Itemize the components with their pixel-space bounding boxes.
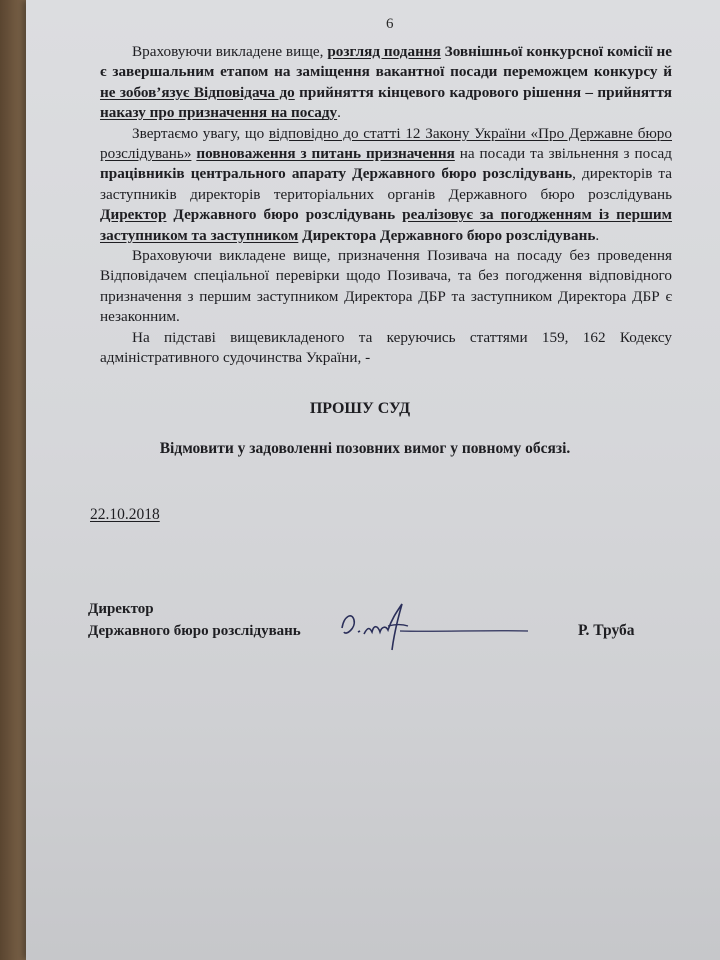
handwritten-signature	[336, 598, 536, 658]
text-run: відповідно до статті 12 Закону України «Про Державне бюро розслідувань»	[100, 124, 672, 163]
text-run: реалізовує за погодженням із першим заступником та заступником	[100, 206, 672, 244]
page-number: 6	[386, 16, 394, 32]
text-run: повноваження з питань призначення	[196, 145, 455, 163]
paragraph-3	[100, 246, 672, 328]
text-run: .	[595, 226, 600, 244]
text-run: наказу про призначення на посаду	[100, 104, 338, 122]
paragraph-4	[100, 328, 672, 369]
signatory-title	[88, 598, 301, 642]
signatory-title-line-1: Директор	[88, 601, 154, 617]
text-run: розгляд подання	[327, 43, 441, 60]
text-run: на посади та звільнення з посад	[454, 145, 672, 163]
text-run: .	[337, 104, 341, 122]
signatory-name: Р. Труба	[578, 622, 635, 639]
petition-request: Відмовити у задоволенні позовних вимог у повному обсязі.	[159, 440, 571, 457]
petition-heading: ПРОШУ СУД	[309, 400, 411, 417]
text-run: Враховуючи викладене вище,	[132, 43, 328, 60]
paragraph-1	[100, 42, 672, 124]
text-run: прийняття кінцевого кадрового рішення – прийняття	[294, 83, 672, 101]
text-run: Державного бюро розслідувань	[166, 206, 403, 224]
text-run: Звертаємо увагу, що	[132, 124, 269, 142]
text-run: працівників центрального апарату Державного бюро розслідувань	[100, 165, 573, 183]
signatory-title-line-2: Державного бюро розслідувань	[88, 623, 301, 639]
text-run: , директорів та заступників директорів територіальних органів Державного бюро розслідувань	[100, 165, 672, 203]
text-run: На підставі вищевикладеного та керуючись статтями 159, 162 Кодексу адміністративного судочинства України, -	[100, 328, 672, 367]
text-run: Враховуючи викладене вище, призначення Позивача на посаду без проведення Відповідачем спеціальної перевірки щодо Позивача, та без погодження відповідного призначення з першим заступником Директора ДБР та заступником Директора ДБР є незаконним.	[100, 247, 672, 326]
text-run: не зобов’язує Відповідача до	[100, 83, 295, 101]
text-run: не є завершальним етапом на заміщення вакантної посади переможцем конкурсу й	[100, 43, 672, 81]
text-run: Зовнішньої конкурсної комісії	[440, 43, 657, 60]
document-date: 22.10.2018	[90, 506, 160, 523]
text-run: Директора Державного бюро розслідувань	[298, 226, 596, 244]
paragraph-2	[100, 124, 672, 246]
document-body	[100, 42, 672, 369]
text-run: Директор	[100, 206, 167, 224]
